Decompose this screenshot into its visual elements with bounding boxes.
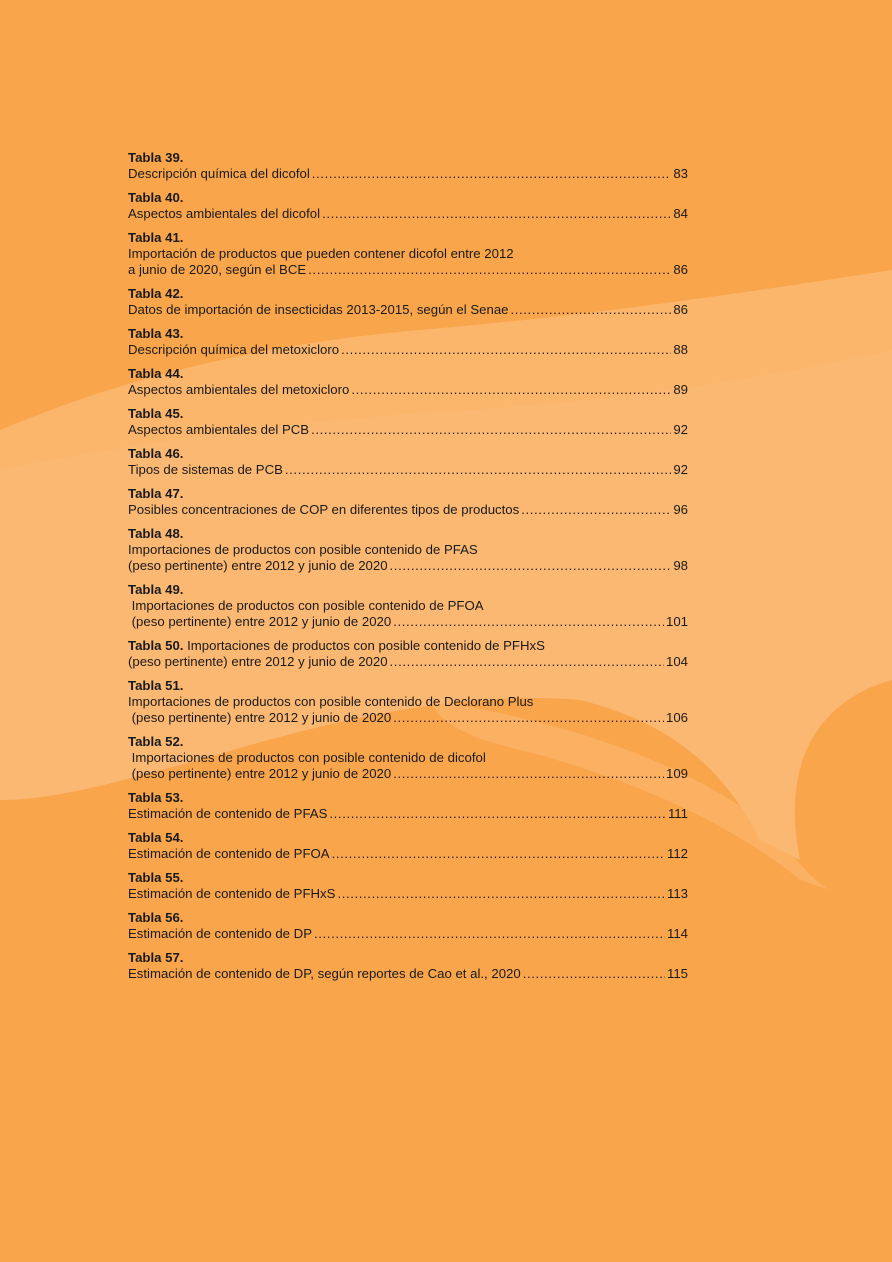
toc-leader-line	[128, 710, 688, 726]
page-number: 96	[673, 502, 688, 517]
table-label: Tabla 46.	[128, 446, 184, 461]
table-title-line: Importaciones de productos con posible contenido de PFAS	[128, 542, 478, 557]
toc-entry[interactable]	[128, 790, 688, 822]
table-title-line: Descripción química del dicofol	[128, 166, 310, 181]
toc-leader-line	[128, 502, 688, 518]
toc-leader-line	[128, 926, 688, 942]
table-title-line: Aspectos ambientales del dicofol	[128, 206, 321, 221]
toc-entry[interactable]	[128, 870, 688, 902]
table-title-line: (peso pertinente) entre 2012 y junio de 2020	[128, 558, 388, 573]
toc-leader-line	[128, 422, 688, 438]
dot-leader	[337, 886, 665, 902]
table-label: Tabla 55.	[128, 870, 184, 885]
table-label: Tabla 57.	[128, 950, 184, 965]
toc-entry-first-line	[128, 638, 688, 654]
dot-leader	[393, 614, 664, 630]
page-number: 111	[667, 806, 688, 821]
page-number: 92	[673, 462, 688, 477]
table-title-line: (peso pertinente) entre 2012 y junio de 2020	[128, 614, 392, 629]
table-label: Tabla 44.	[128, 366, 184, 381]
dot-leader	[390, 558, 672, 574]
toc-entry[interactable]	[128, 526, 688, 574]
table-title-line: Importaciones de productos con posible contenido de Declorano Plus	[128, 694, 534, 709]
dot-leader	[523, 966, 665, 982]
page-number: 88	[673, 342, 688, 357]
table-label: Tabla 45.	[128, 406, 184, 421]
table-label: Tabla 40.	[128, 190, 184, 205]
table-label: Tabla 52.	[128, 734, 184, 749]
toc-entry[interactable]	[128, 230, 688, 278]
table-title-line: Estimación de contenido de PFAS	[128, 806, 328, 821]
table-title-line: Importaciones de productos con posible contenido de dicofol	[128, 750, 486, 765]
page-number: 84	[673, 206, 688, 221]
toc-entry[interactable]	[128, 734, 688, 782]
table-title-line: (peso pertinente) entre 2012 y junio de 2020	[128, 654, 388, 669]
toc-leader-line	[128, 382, 688, 398]
toc-leader-line	[128, 806, 688, 822]
table-title-line: Estimación de contenido de PFOA	[128, 846, 330, 861]
dot-leader	[285, 462, 671, 478]
toc-entry[interactable]	[128, 582, 688, 630]
table-title-line: Estimación de contenido de DP	[128, 926, 313, 941]
page-number: 115	[666, 966, 688, 981]
toc-entry[interactable]	[128, 678, 688, 726]
page-number: 109	[665, 766, 688, 781]
toc-leader-line	[128, 166, 688, 182]
page-number: 104	[665, 654, 688, 669]
dot-leader	[332, 846, 665, 862]
dot-leader	[312, 166, 672, 182]
table-title-line: a junio de 2020, según el BCE	[128, 262, 307, 277]
toc-leader-line	[128, 558, 688, 574]
table-title-line: (peso pertinente) entre 2012 y junio de 2020	[128, 766, 392, 781]
toc-leader-line	[128, 302, 688, 318]
table-label: Tabla 54.	[128, 830, 184, 845]
table-label: Tabla 53.	[128, 790, 184, 805]
page-number: 86	[673, 262, 688, 277]
table-title-line: Aspectos ambientales del metoxicloro	[128, 382, 350, 397]
toc-leader-line	[128, 262, 688, 278]
dot-leader	[390, 654, 664, 670]
table-label: Tabla 49.	[128, 582, 184, 597]
table-label: Tabla 43.	[128, 326, 184, 341]
page-number: 101	[665, 614, 688, 629]
table-of-contents	[128, 150, 688, 990]
table-label: Tabla 39.	[128, 150, 184, 165]
table-title-line: Importación de productos que pueden contener dicofol entre 2012	[128, 246, 514, 261]
toc-leader-line	[128, 462, 688, 478]
page-number: 106	[665, 710, 688, 725]
toc-entry[interactable]	[128, 366, 688, 398]
toc-leader-line	[128, 342, 688, 358]
dot-leader	[393, 710, 664, 726]
table-label: Tabla 50.	[128, 638, 184, 653]
table-label: Tabla 51.	[128, 678, 184, 693]
toc-leader-line	[128, 766, 688, 782]
table-title-line: (peso pertinente) entre 2012 y junio de 2020	[128, 710, 392, 725]
dot-leader	[521, 502, 671, 518]
dot-leader	[308, 262, 671, 278]
dot-leader	[322, 206, 671, 222]
page-number: 89	[673, 382, 688, 397]
page-number: 113	[666, 886, 688, 901]
page-number: 83	[673, 166, 688, 181]
toc-entry[interactable]	[128, 486, 688, 518]
table-label: Tabla 42.	[128, 286, 184, 301]
toc-leader-line	[128, 206, 688, 222]
table-title-line: Posibles concentraciones de COP en diferentes tipos de productos	[128, 502, 520, 517]
toc-entry[interactable]	[128, 446, 688, 478]
toc-leader-line	[128, 966, 688, 982]
toc-entry[interactable]	[128, 406, 688, 438]
table-title-line: Aspectos ambientales del PCB	[128, 422, 310, 437]
dot-leader	[511, 302, 672, 318]
page-number: 86	[673, 302, 688, 317]
dot-leader	[351, 382, 671, 398]
toc-entry[interactable]	[128, 286, 688, 318]
table-title-line: Estimación de contenido de DP, según reportes de Cao et al., 2020	[128, 966, 521, 981]
dot-leader	[314, 926, 665, 942]
table-title-line: Estimación de contenido de PFHxS	[128, 886, 336, 901]
toc-leader-line	[128, 846, 688, 862]
table-title-line: Importaciones de productos con posible contenido de PFOA	[128, 598, 484, 613]
page-number: 112	[666, 846, 688, 861]
table-label: Tabla 41.	[128, 230, 184, 245]
dot-leader	[393, 766, 664, 782]
toc-leader-line	[128, 654, 688, 670]
page-number: 92	[673, 422, 688, 437]
toc-entry[interactable]	[128, 638, 688, 670]
toc-leader-line	[128, 614, 688, 630]
table-title-text: Importaciones de productos con posible contenido de PFHxS	[183, 638, 545, 653]
toc-entry[interactable]	[128, 190, 688, 222]
table-title-line: Tipos de sistemas de PCB	[128, 462, 283, 477]
table-label: Tabla 47.	[128, 486, 184, 501]
dot-leader	[341, 342, 671, 358]
toc-entry[interactable]	[128, 326, 688, 358]
toc-entry[interactable]	[128, 950, 688, 982]
dot-leader	[311, 422, 671, 438]
dot-leader	[329, 806, 666, 822]
table-label: Tabla 56.	[128, 910, 184, 925]
page-number: 98	[673, 558, 688, 573]
toc-entry[interactable]	[128, 910, 688, 942]
toc-entry[interactable]	[128, 150, 688, 182]
toc-leader-line	[128, 886, 688, 902]
table-title-line: Datos de importación de insecticidas 2013-2015, según el Senae	[128, 302, 509, 317]
table-title-line: Descripción química del metoxicloro	[128, 342, 340, 357]
table-label: Tabla 48.	[128, 526, 184, 541]
page-number: 114	[666, 926, 688, 941]
toc-entry[interactable]	[128, 830, 688, 862]
